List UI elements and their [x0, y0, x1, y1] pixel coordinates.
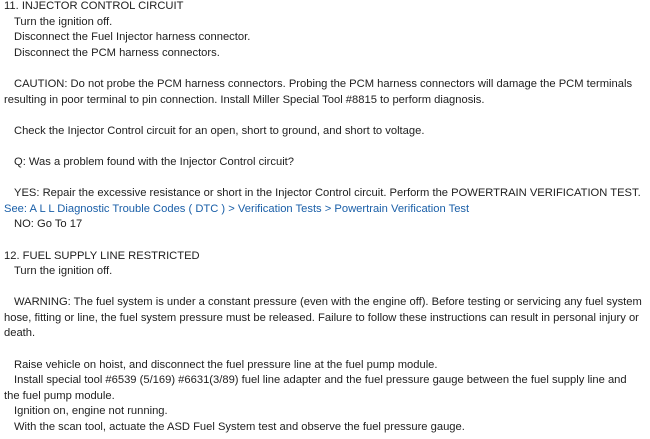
step-disconnect-pcm-connectors: Disconnect the PCM harness connectors. [14, 46, 220, 59]
spacer [4, 139, 644, 155]
step-ignition-on: Ignition on, engine not running. [14, 405, 168, 418]
spacer [4, 61, 644, 77]
caution-note: CAUTION: Do not probe the PCM harness connectors. Probing the PCM harness connectors will damage the PCM terminals resulting in poor terminal to pin connection. Install Miller Special Tool #8815 to perform diagnosis. [4, 77, 633, 106]
spacer [4, 233, 644, 249]
question-injector-circuit: Q: Was a problem found with the Injector Control circuit? [14, 155, 295, 168]
spacer [4, 342, 644, 358]
step-raise-vehicle: Raise vehicle on hoist, and disconnect the fuel pressure line at the fuel pump module. [14, 358, 438, 371]
service-procedure-document [4, 0, 644, 436]
step-turn-ignition-off: Turn the ignition off. [14, 15, 113, 28]
step-actuate-asd-test: With the scan tool, actuate the ASD Fuel System test and observe the fuel pressure gauge. [14, 421, 465, 434]
answer-yes: YES: Repair the excessive resistance or short in the Injector Control circuit. Perform the POWERTRAIN VERIFICATION TEST. [14, 187, 641, 200]
section-11-heading: 11. INJECTOR CONTROL CIRCUIT [4, 0, 184, 12]
section-12-heading: 12. FUEL SUPPLY LINE RESTRICTED [4, 249, 200, 262]
step-turn-ignition-off-2: Turn the ignition off. [14, 265, 113, 278]
spacer [4, 280, 644, 296]
step-disconnect-injector-connector: Disconnect the Fuel Injector harness connector. [14, 31, 251, 44]
spacer [4, 171, 644, 187]
answer-no: NO: Go To 17 [14, 218, 83, 231]
spacer [4, 108, 644, 124]
warning-note: WARNING: The fuel system is under a constant pressure (even with the engine off). Before testing or servicing any fuel system hose, fitting or line, the fuel system pressure must be released. Failure to follow these instructions can result in personal injury or death. [4, 296, 642, 340]
powertrain-verification-link[interactable]: See: A L L Diagnostic Trouble Codes ( DTC ) > Verification Tests > Powertrain Verification Test [4, 202, 470, 215]
step-install-special-tool: Install special tool #6539 (5/169) #6631(3/89) fuel line adapter and the fuel pressure gauge between the fuel supply line and the fuel pump module. [4, 374, 627, 402]
check-injector-circuit: Check the Injector Control circuit for an open, short to ground, and short to voltage. [14, 124, 425, 137]
